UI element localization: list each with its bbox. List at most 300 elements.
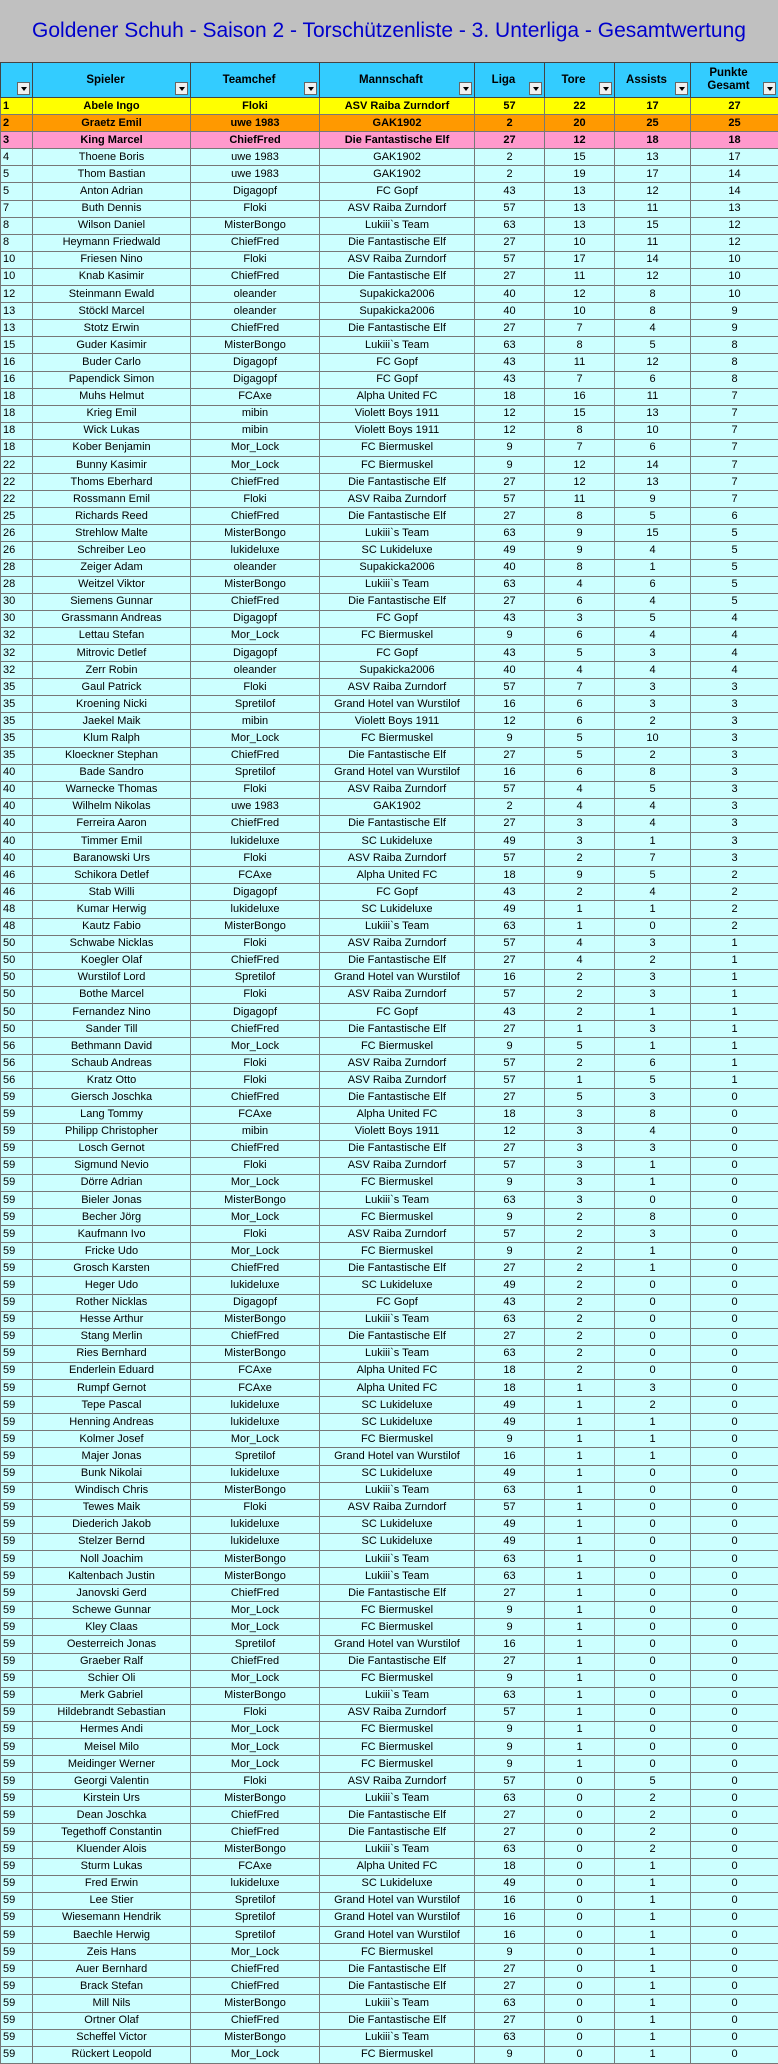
cell-punkte: 0 bbox=[691, 1892, 778, 1909]
filter-dropdown-icon[interactable] bbox=[17, 82, 30, 95]
table-row bbox=[1, 1773, 778, 1790]
cell-spieler: Heger Udo bbox=[33, 1277, 191, 1294]
cell-tore: 13 bbox=[545, 200, 615, 217]
cell-assists: 3 bbox=[615, 696, 691, 713]
cell-spieler: Enderlein Eduard bbox=[33, 1362, 191, 1379]
cell-punkte: 3 bbox=[691, 833, 778, 850]
cell-rank: 59 bbox=[1, 1533, 33, 1550]
cell-liga: 40 bbox=[475, 286, 545, 303]
cell-spieler: Grosch Karsten bbox=[33, 1260, 191, 1277]
cell-punkte: 0 bbox=[691, 1174, 778, 1191]
cell-liga: 16 bbox=[475, 764, 545, 781]
cell-mannschaft: FC Biermuskel bbox=[320, 1174, 475, 1191]
cell-liga: 9 bbox=[475, 1721, 545, 1738]
cell-assists: 8 bbox=[615, 286, 691, 303]
cell-spieler: Majer Jonas bbox=[33, 1448, 191, 1465]
cell-spieler: Kautz Fabio bbox=[33, 918, 191, 935]
cell-punkte: 14 bbox=[691, 183, 778, 200]
filter-dropdown-icon[interactable] bbox=[304, 82, 317, 95]
cell-rank: 50 bbox=[1, 1003, 33, 1020]
cell-assists: 11 bbox=[615, 388, 691, 405]
cell-mannschaft: Supakicka2006 bbox=[320, 303, 475, 320]
cell-spieler: Lang Tommy bbox=[33, 1106, 191, 1123]
cell-liga: 57 bbox=[475, 1704, 545, 1721]
cell-mannschaft: Violett Boys 1911 bbox=[320, 422, 475, 439]
cell-tore: 4 bbox=[545, 935, 615, 952]
cell-assists: 0 bbox=[615, 1328, 691, 1345]
cell-mannschaft: Die Fantastische Elf bbox=[320, 1585, 475, 1602]
cell-rank: 56 bbox=[1, 1072, 33, 1089]
cell-mannschaft: FC Gopf bbox=[320, 610, 475, 627]
cell-assists: 15 bbox=[615, 525, 691, 542]
cell-rank: 32 bbox=[1, 627, 33, 644]
cell-teamchef: Floki bbox=[191, 1157, 320, 1174]
cell-mannschaft: Alpha United FC bbox=[320, 867, 475, 884]
cell-liga: 27 bbox=[475, 1653, 545, 1670]
cell-tore: 1 bbox=[545, 1072, 615, 1089]
cell-spieler: Diederich Jakob bbox=[33, 1516, 191, 1533]
cell-rank: 59 bbox=[1, 1482, 33, 1499]
cell-tore: 0 bbox=[545, 1875, 615, 1892]
cell-rank: 30 bbox=[1, 593, 33, 610]
cell-mannschaft: SC Lukideluxe bbox=[320, 542, 475, 559]
cell-spieler: Schewe Gunnar bbox=[33, 1602, 191, 1619]
cell-liga: 57 bbox=[475, 781, 545, 798]
cell-teamchef: ChiefFred bbox=[191, 1260, 320, 1277]
cell-teamchef: Digagopf bbox=[191, 1003, 320, 1020]
cell-tore: 1 bbox=[545, 1021, 615, 1038]
cell-teamchef: Mor_Lock bbox=[191, 1944, 320, 1961]
cell-mannschaft: Violett Boys 1911 bbox=[320, 405, 475, 422]
cell-rank: 40 bbox=[1, 850, 33, 867]
cell-teamchef: ChiefFred bbox=[191, 952, 320, 969]
cell-teamchef: ChiefFred bbox=[191, 1824, 320, 1841]
cell-teamchef: Spretilof bbox=[191, 696, 320, 713]
cell-punkte: 0 bbox=[691, 1739, 778, 1756]
cell-teamchef: lukideluxe bbox=[191, 542, 320, 559]
cell-assists: 6 bbox=[615, 576, 691, 593]
cell-liga: 9 bbox=[475, 1944, 545, 1961]
cell-teamchef: oleander bbox=[191, 662, 320, 679]
cell-mannschaft: ASV Raiba Zurndorf bbox=[320, 200, 475, 217]
table-row bbox=[1, 764, 778, 781]
cell-spieler: Wick Lukas bbox=[33, 422, 191, 439]
table-row bbox=[1, 286, 778, 303]
cell-teamchef: FCAxe bbox=[191, 1380, 320, 1397]
cell-mannschaft: FC Biermuskel bbox=[320, 439, 475, 456]
cell-rank: 13 bbox=[1, 303, 33, 320]
cell-spieler: Sander Till bbox=[33, 1021, 191, 1038]
cell-teamchef: lukideluxe bbox=[191, 1875, 320, 1892]
filter-dropdown-icon[interactable] bbox=[459, 82, 472, 95]
table-row bbox=[1, 1568, 778, 1585]
cell-tore: 0 bbox=[545, 1892, 615, 1909]
cell-teamchef: mibin bbox=[191, 422, 320, 439]
cell-teamchef: ChiefFred bbox=[191, 593, 320, 610]
cell-mannschaft: Die Fantastische Elf bbox=[320, 268, 475, 285]
cell-teamchef: Mor_Lock bbox=[191, 2046, 320, 2063]
table-row bbox=[1, 491, 778, 508]
cell-teamchef: Spretilof bbox=[191, 1927, 320, 1944]
cell-punkte: 7 bbox=[691, 491, 778, 508]
cell-rank: 18 bbox=[1, 439, 33, 456]
cell-punkte: 0 bbox=[691, 1807, 778, 1824]
cell-tore: 2 bbox=[545, 884, 615, 901]
cell-teamchef: Spretilof bbox=[191, 1892, 320, 1909]
cell-punkte: 4 bbox=[691, 627, 778, 644]
cell-tore: 8 bbox=[545, 559, 615, 576]
cell-spieler: Wurstilof Lord bbox=[33, 969, 191, 986]
cell-spieler: Knab Kasimir bbox=[33, 268, 191, 285]
cell-teamchef: Mor_Lock bbox=[191, 1739, 320, 1756]
cell-spieler: Kirstein Urs bbox=[33, 1790, 191, 1807]
cell-liga: 57 bbox=[475, 98, 545, 115]
cell-teamchef: Mor_Lock bbox=[191, 1209, 320, 1226]
filter-dropdown-icon[interactable] bbox=[175, 82, 188, 95]
cell-rank: 28 bbox=[1, 559, 33, 576]
cell-liga: 49 bbox=[475, 1397, 545, 1414]
table-row bbox=[1, 1465, 778, 1482]
cell-spieler: Stab Willi bbox=[33, 884, 191, 901]
table-row bbox=[1, 422, 778, 439]
cell-mannschaft: GAK1902 bbox=[320, 166, 475, 183]
cell-assists: 14 bbox=[615, 251, 691, 268]
cell-teamchef: MisterBongo bbox=[191, 1841, 320, 1858]
cell-tore: 1 bbox=[545, 1704, 615, 1721]
cell-assists: 8 bbox=[615, 764, 691, 781]
filter-dropdown-icon[interactable] bbox=[763, 82, 776, 95]
cell-assists: 4 bbox=[615, 1123, 691, 1140]
cell-rank: 32 bbox=[1, 662, 33, 679]
cell-punkte: 0 bbox=[691, 1585, 778, 1602]
cell-assists: 4 bbox=[615, 320, 691, 337]
cell-rank: 22 bbox=[1, 474, 33, 491]
table-row bbox=[1, 850, 778, 867]
cell-mannschaft: Supakicka2006 bbox=[320, 662, 475, 679]
cell-spieler: Rother Nicklas bbox=[33, 1294, 191, 1311]
cell-punkte: 0 bbox=[691, 1294, 778, 1311]
table-row bbox=[1, 1362, 778, 1379]
cell-spieler: Dean Joschka bbox=[33, 1807, 191, 1824]
cell-mannschaft: SC Lukideluxe bbox=[320, 1875, 475, 1892]
cell-punkte: 0 bbox=[691, 1619, 778, 1636]
cell-spieler: Kloeckner Stephan bbox=[33, 747, 191, 764]
cell-punkte: 5 bbox=[691, 525, 778, 542]
cell-rank: 25 bbox=[1, 508, 33, 525]
table-row bbox=[1, 251, 778, 268]
cell-mannschaft: FC Gopf bbox=[320, 354, 475, 371]
cell-liga: 12 bbox=[475, 1123, 545, 1140]
cell-rank: 59 bbox=[1, 1875, 33, 1892]
cell-tore: 5 bbox=[545, 1089, 615, 1106]
cell-teamchef: lukideluxe bbox=[191, 901, 320, 918]
cell-tore: 1 bbox=[545, 1568, 615, 1585]
cell-liga: 43 bbox=[475, 354, 545, 371]
cell-liga: 49 bbox=[475, 1414, 545, 1431]
cell-rank: 13 bbox=[1, 320, 33, 337]
cell-tore: 5 bbox=[545, 1038, 615, 1055]
cell-punkte: 6 bbox=[691, 508, 778, 525]
cell-punkte: 1 bbox=[691, 1055, 778, 1072]
cell-teamchef: Floki bbox=[191, 98, 320, 115]
cell-punkte: 0 bbox=[691, 1431, 778, 1448]
cell-rank: 59 bbox=[1, 1944, 33, 1961]
cell-assists: 3 bbox=[615, 1021, 691, 1038]
cell-teamchef: ChiefFred bbox=[191, 268, 320, 285]
cell-assists: 2 bbox=[615, 1790, 691, 1807]
cell-mannschaft: Alpha United FC bbox=[320, 388, 475, 405]
cell-assists: 3 bbox=[615, 679, 691, 696]
cell-rank: 59 bbox=[1, 1739, 33, 1756]
cell-rank: 48 bbox=[1, 918, 33, 935]
cell-liga: 49 bbox=[475, 1875, 545, 1892]
cell-rank: 59 bbox=[1, 1192, 33, 1209]
cell-assists: 0 bbox=[615, 1345, 691, 1362]
cell-tore: 6 bbox=[545, 696, 615, 713]
cell-spieler: Stang Merlin bbox=[33, 1328, 191, 1345]
cell-rank: 35 bbox=[1, 713, 33, 730]
cell-spieler: Thoms Eberhard bbox=[33, 474, 191, 491]
cell-teamchef: Mor_Lock bbox=[191, 1756, 320, 1773]
cell-mannschaft: FC Gopf bbox=[320, 183, 475, 200]
table-row bbox=[1, 1482, 778, 1499]
cell-punkte: 1 bbox=[691, 935, 778, 952]
cell-assists: 25 bbox=[615, 115, 691, 132]
cell-punkte: 10 bbox=[691, 268, 778, 285]
cell-teamchef: Digagopf bbox=[191, 1294, 320, 1311]
cell-mannschaft: FC Biermuskel bbox=[320, 627, 475, 644]
cell-spieler: Grassmann Andreas bbox=[33, 610, 191, 627]
cell-assists: 2 bbox=[615, 1841, 691, 1858]
cell-liga: 2 bbox=[475, 149, 545, 166]
table-row bbox=[1, 439, 778, 456]
cell-mannschaft: SC Lukideluxe bbox=[320, 1465, 475, 1482]
table-row bbox=[1, 1687, 778, 1704]
cell-assists: 0 bbox=[615, 1602, 691, 1619]
cell-assists: 0 bbox=[615, 1568, 691, 1585]
cell-tore: 0 bbox=[545, 1961, 615, 1978]
cell-rank: 35 bbox=[1, 730, 33, 747]
cell-punkte: 2 bbox=[691, 867, 778, 884]
cell-assists: 1 bbox=[615, 1978, 691, 1995]
cell-teamchef: Digagopf bbox=[191, 183, 320, 200]
cell-rank: 59 bbox=[1, 1448, 33, 1465]
cell-mannschaft: Lukiii`s Team bbox=[320, 1568, 475, 1585]
cell-spieler: Zerr Robin bbox=[33, 662, 191, 679]
table-row bbox=[1, 1174, 778, 1191]
cell-liga: 9 bbox=[475, 1243, 545, 1260]
cell-tore: 12 bbox=[545, 474, 615, 491]
table-row bbox=[1, 320, 778, 337]
cell-punkte: 2 bbox=[691, 901, 778, 918]
cell-rank: 59 bbox=[1, 1089, 33, 1106]
cell-mannschaft: Lukiii`s Team bbox=[320, 1311, 475, 1328]
cell-spieler: Weitzel Viktor bbox=[33, 576, 191, 593]
filter-dropdown-icon[interactable] bbox=[675, 82, 688, 95]
cell-punkte: 0 bbox=[691, 1756, 778, 1773]
table-row bbox=[1, 1533, 778, 1550]
table-row bbox=[1, 1995, 778, 2012]
cell-liga: 63 bbox=[475, 1995, 545, 2012]
cell-spieler: Thoene Boris bbox=[33, 149, 191, 166]
cell-liga: 63 bbox=[475, 525, 545, 542]
cell-assists: 3 bbox=[615, 1380, 691, 1397]
cell-assists: 4 bbox=[615, 815, 691, 832]
cell-rank: 59 bbox=[1, 1174, 33, 1191]
cell-punkte: 0 bbox=[691, 1260, 778, 1277]
cell-rank: 40 bbox=[1, 764, 33, 781]
cell-tore: 0 bbox=[545, 1909, 615, 1926]
cell-punkte: 0 bbox=[691, 1704, 778, 1721]
cell-teamchef: MisterBongo bbox=[191, 1687, 320, 1704]
cell-punkte: 4 bbox=[691, 610, 778, 627]
table-row bbox=[1, 815, 778, 832]
cell-mannschaft: FC Gopf bbox=[320, 1294, 475, 1311]
cell-teamchef: ChiefFred bbox=[191, 1021, 320, 1038]
cell-liga: 40 bbox=[475, 662, 545, 679]
cell-spieler: Sturm Lukas bbox=[33, 1858, 191, 1875]
cell-liga: 57 bbox=[475, 1157, 545, 1174]
cell-mannschaft: Die Fantastische Elf bbox=[320, 1824, 475, 1841]
cell-punkte: 0 bbox=[691, 1140, 778, 1157]
cell-rank: 59 bbox=[1, 1636, 33, 1653]
cell-teamchef: Digagopf bbox=[191, 645, 320, 662]
table-row bbox=[1, 1123, 778, 1140]
cell-mannschaft: Die Fantastische Elf bbox=[320, 1961, 475, 1978]
cell-assists: 5 bbox=[615, 867, 691, 884]
cell-punkte: 0 bbox=[691, 2029, 778, 2046]
cell-teamchef: Floki bbox=[191, 1704, 320, 1721]
cell-rank: 59 bbox=[1, 1978, 33, 1995]
cell-liga: 63 bbox=[475, 576, 545, 593]
cell-teamchef: ChiefFred bbox=[191, 1140, 320, 1157]
cell-assists: 1 bbox=[615, 559, 691, 576]
cell-mannschaft: Lukiii`s Team bbox=[320, 1345, 475, 1362]
cell-assists: 4 bbox=[615, 798, 691, 815]
cell-liga: 16 bbox=[475, 969, 545, 986]
table-row bbox=[1, 867, 778, 884]
cell-spieler: Rumpf Gernot bbox=[33, 1380, 191, 1397]
cell-teamchef: Mor_Lock bbox=[191, 1619, 320, 1636]
cell-rank: 59 bbox=[1, 1602, 33, 1619]
cell-teamchef: Mor_Lock bbox=[191, 1431, 320, 1448]
filter-dropdown-icon[interactable] bbox=[529, 82, 542, 95]
cell-liga: 9 bbox=[475, 1619, 545, 1636]
cell-tore: 1 bbox=[545, 1482, 615, 1499]
cell-punkte: 0 bbox=[691, 1311, 778, 1328]
cell-spieler: Meisel Milo bbox=[33, 1739, 191, 1756]
cell-liga: 63 bbox=[475, 1790, 545, 1807]
table-row bbox=[1, 1397, 778, 1414]
cell-mannschaft: Supakicka2006 bbox=[320, 559, 475, 576]
cell-liga: 43 bbox=[475, 645, 545, 662]
cell-tore: 3 bbox=[545, 1140, 615, 1157]
cell-spieler: Heymann Friedwald bbox=[33, 234, 191, 251]
cell-rank: 59 bbox=[1, 1277, 33, 1294]
cell-liga: 9 bbox=[475, 1431, 545, 1448]
cell-liga: 63 bbox=[475, 1550, 545, 1567]
cell-mannschaft: Grand Hotel van Wurstilof bbox=[320, 1636, 475, 1653]
table-row bbox=[1, 542, 778, 559]
cell-teamchef: lukideluxe bbox=[191, 1414, 320, 1431]
cell-rank: 59 bbox=[1, 1568, 33, 1585]
cell-rank: 16 bbox=[1, 371, 33, 388]
cell-tore: 2 bbox=[545, 1003, 615, 1020]
cell-mannschaft: Die Fantastische Elf bbox=[320, 1089, 475, 1106]
cell-liga: 9 bbox=[475, 1209, 545, 1226]
cell-liga: 40 bbox=[475, 303, 545, 320]
cell-mannschaft: FC Gopf bbox=[320, 884, 475, 901]
cell-punkte: 18 bbox=[691, 132, 778, 149]
cell-assists: 6 bbox=[615, 439, 691, 456]
cell-teamchef: Digagopf bbox=[191, 371, 320, 388]
cell-assists: 4 bbox=[615, 627, 691, 644]
cell-assists: 1 bbox=[615, 1174, 691, 1191]
cell-rank: 59 bbox=[1, 1807, 33, 1824]
table-row bbox=[1, 166, 778, 183]
cell-mannschaft: FC Biermuskel bbox=[320, 730, 475, 747]
scorer-table bbox=[0, 62, 778, 2064]
cell-teamchef: FCAxe bbox=[191, 1858, 320, 1875]
cell-spieler: Stöckl Marcel bbox=[33, 303, 191, 320]
cell-assists: 0 bbox=[615, 1670, 691, 1687]
table-row bbox=[1, 1978, 778, 1995]
cell-punkte: 0 bbox=[691, 1927, 778, 1944]
cell-punkte: 7 bbox=[691, 456, 778, 473]
cell-liga: 12 bbox=[475, 713, 545, 730]
cell-assists: 0 bbox=[615, 1362, 691, 1379]
cell-assists: 0 bbox=[615, 1192, 691, 1209]
table-row bbox=[1, 1585, 778, 1602]
cell-rank: 59 bbox=[1, 1157, 33, 1174]
column-header-liga: Liga bbox=[475, 63, 545, 98]
cell-assists: 3 bbox=[615, 969, 691, 986]
cell-spieler: Bunny Kasimir bbox=[33, 456, 191, 473]
cell-mannschaft: Lukiii`s Team bbox=[320, 1790, 475, 1807]
cell-tore: 13 bbox=[545, 217, 615, 234]
filter-dropdown-icon[interactable] bbox=[599, 82, 612, 95]
cell-spieler: Wilson Daniel bbox=[33, 217, 191, 234]
cell-punkte: 3 bbox=[691, 730, 778, 747]
cell-mannschaft: FC Gopf bbox=[320, 371, 475, 388]
cell-assists: 1 bbox=[615, 901, 691, 918]
column-header-tore: Tore bbox=[545, 63, 615, 98]
cell-punkte: 10 bbox=[691, 286, 778, 303]
cell-tore: 13 bbox=[545, 183, 615, 200]
cell-mannschaft: SC Lukideluxe bbox=[320, 1277, 475, 1294]
cell-teamchef: MisterBongo bbox=[191, 1995, 320, 2012]
cell-spieler: Schaub Andreas bbox=[33, 1055, 191, 1072]
table-row bbox=[1, 115, 778, 132]
cell-assists: 5 bbox=[615, 781, 691, 798]
cell-spieler: Noll Joachim bbox=[33, 1550, 191, 1567]
table-row bbox=[1, 268, 778, 285]
cell-assists: 2 bbox=[615, 713, 691, 730]
cell-liga: 27 bbox=[475, 1961, 545, 1978]
cell-teamchef: ChiefFred bbox=[191, 234, 320, 251]
table-row bbox=[1, 576, 778, 593]
cell-rank: 56 bbox=[1, 1055, 33, 1072]
cell-rank: 8 bbox=[1, 234, 33, 251]
cell-punkte: 0 bbox=[691, 1123, 778, 1140]
cell-mannschaft: Grand Hotel van Wurstilof bbox=[320, 696, 475, 713]
cell-mannschaft: Die Fantastische Elf bbox=[320, 815, 475, 832]
cell-liga: 2 bbox=[475, 115, 545, 132]
table-row bbox=[1, 1807, 778, 1824]
cell-punkte: 0 bbox=[691, 1670, 778, 1687]
table-row bbox=[1, 1021, 778, 1038]
cell-mannschaft: Lukiii`s Team bbox=[320, 525, 475, 542]
